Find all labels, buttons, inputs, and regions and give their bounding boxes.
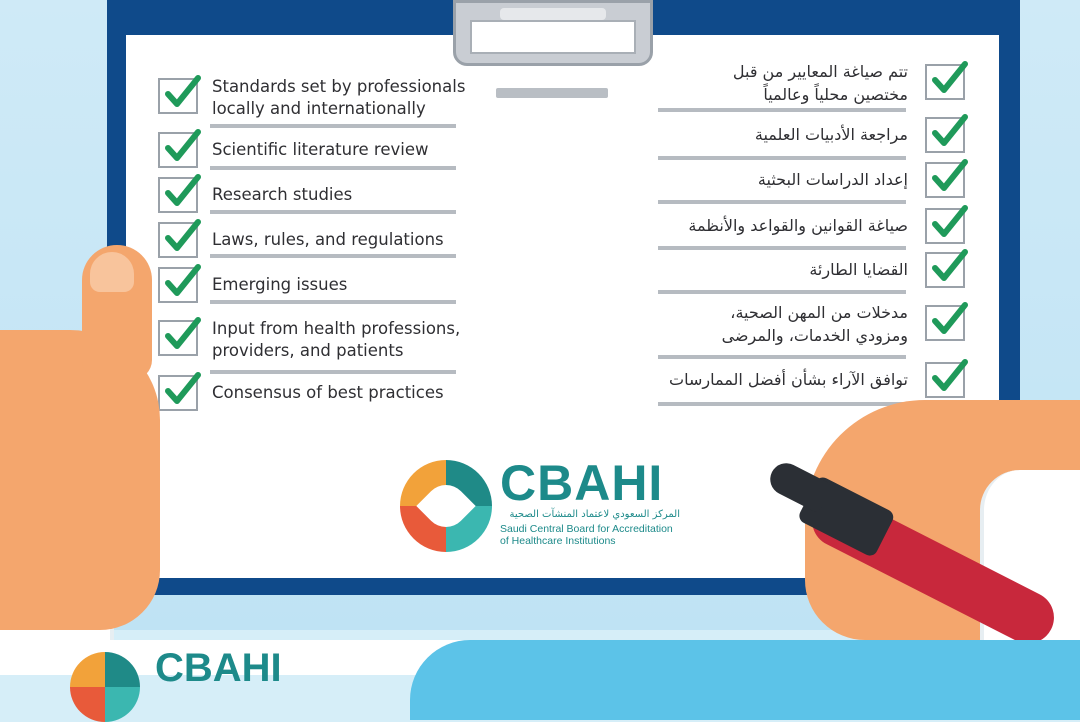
arabic-item-line1: القضايا الطارئة [809,260,908,279]
checkmark-icon [929,358,969,394]
checkmark-icon [162,218,202,254]
item-underline [658,290,906,294]
item-underline [210,124,456,128]
checkbox-icon [158,267,198,303]
clip-window [470,20,636,54]
checkbox-icon [925,208,965,244]
checkbox-icon [158,132,198,168]
arabic-item-line2: مختصين محلياً وعالمياً [763,85,908,104]
checkmark-icon [162,263,202,299]
divider-bar [496,88,608,98]
footer-logo-mark [70,652,140,722]
logo-english-line1: Saudi Central Board for Accreditation [500,523,673,535]
checkmark-icon [929,60,969,96]
item-underline [210,300,456,304]
checkbox-icon [925,117,965,153]
arabic-item-line1: توافق الآراء بشأن أفضل الممارسات [669,370,908,389]
checkmark-icon [162,316,202,352]
checkbox-icon [158,177,198,213]
checkmark-icon [929,158,969,194]
arabic-item-line1: تتم صياغة المعايير من قبل [732,62,908,81]
checkmark-icon [162,371,202,407]
checkbox-icon [158,320,198,356]
checkbox-icon [925,64,965,100]
checkmark-icon [162,128,202,164]
checkmark-icon [162,74,202,110]
english-item-line2: providers, and patients [212,341,404,360]
item-underline [658,200,906,204]
arabic-item-line1: إعداد الدراسات البحثية [757,170,908,189]
logo-arabic-name: المركز السعودي لاعتماد المنشآت الصحية [509,509,680,520]
logo-english-name [500,523,673,547]
item-underline [210,370,456,374]
checkmark-icon [929,204,969,240]
item-underline [210,210,456,214]
arabic-item-line1: مراجعة الأدبيات العلمية [754,125,908,144]
checkbox-icon [158,78,198,114]
arabic-item-line2: ومزودي الخدمات، والمرضى [721,326,908,345]
clip-slot [500,8,606,20]
item-underline [658,355,906,359]
checkmark-icon [929,301,969,337]
arabic-item-line1: صياغة القوانين والقواعد والأنظمة [688,216,908,235]
checkbox-icon [925,252,965,288]
footer-logo-text: CBAHI [155,646,282,690]
checkbox-icon [925,162,965,198]
item-underline [658,108,906,112]
english-item-line1: Standards set by professionals [212,77,466,96]
checkmark-icon [929,248,969,284]
checkbox-icon [158,222,198,258]
item-underline [658,246,906,250]
item-underline [210,166,456,170]
checkmark-icon [162,173,202,209]
checkbox-icon [158,375,198,411]
english-item-line2: locally and internationally [212,99,426,118]
english-item-line1: Input from health professions, [212,319,461,338]
logo-name: CBAHI [500,455,664,511]
english-item-line1: Consensus of best practices [212,383,444,402]
logo-english-line2: of Healthcare Institutions [500,535,616,547]
left-thumbnail [90,252,134,292]
english-item-line1: Research studies [212,185,353,204]
checkbox-icon [925,305,965,341]
arabic-item-line1: مدخلات من المهن الصحية، [730,303,908,322]
item-underline [210,254,456,258]
english-item-line1: Laws, rules, and regulations [212,230,444,249]
footer-wave [410,640,1080,720]
english-item-line1: Scientific literature review [212,140,429,159]
checkmark-icon [929,113,969,149]
item-underline [658,402,906,406]
checkbox-icon [925,362,965,398]
item-underline [658,156,906,160]
english-item-line1: Emerging issues [212,275,348,294]
